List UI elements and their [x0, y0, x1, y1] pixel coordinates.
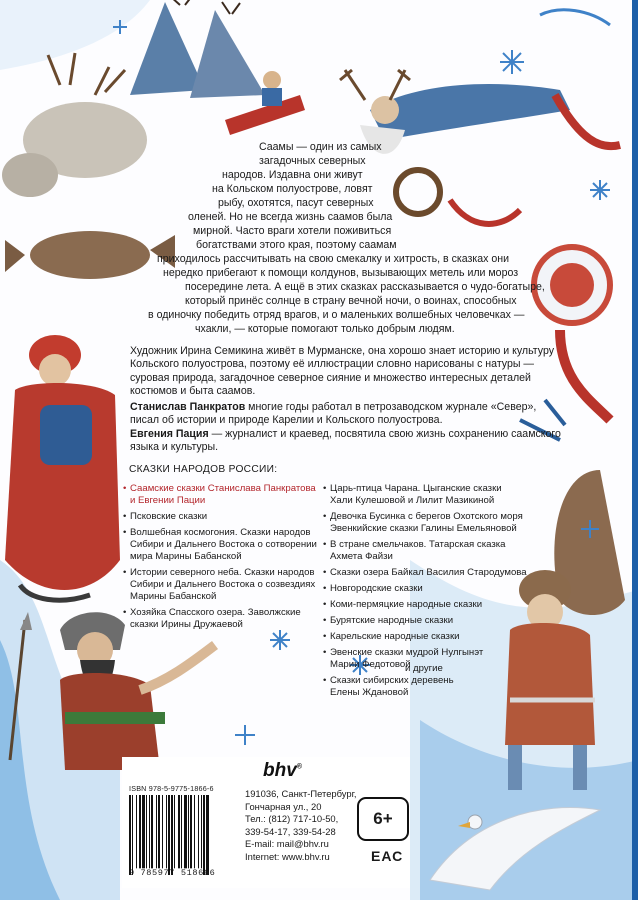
intro-line: посередине лета. А ещё в этих сказках рассказывается о чудо-богатыре, [185, 281, 545, 293]
publisher-address: 191036, Санкт-Петербург, Гончарная ул., 20 Тел.: (812) 717-10-50, 339-54-17, 339-54-28 E-mail: mail@bhv.ru Internet: www.bhv.ru [245, 788, 357, 862]
author-pankratov-paragraph: Станислав Панкратов многие годы работал в петрозаводском журнале «Север», писал об истории и природе Карелии и Кольского полуострова. [130, 401, 537, 427]
author-name: Станислав Панкратов [130, 401, 246, 413]
barcode-number: 9 785977 518666 [129, 868, 216, 878]
intro-line: богатствами этого края, поэтому саамам [196, 239, 397, 251]
intro-line: рыбу, охотятся, пасут северных [218, 197, 374, 209]
publisher-logo: bhv® [263, 760, 302, 781]
series-book-item: • Сказки сибирских деревень Елены Ждановой [323, 675, 527, 699]
isbn-label: ISBN 978-5-9775-1866-6 [129, 784, 214, 793]
barcode [129, 795, 233, 875]
series-title: СКАЗКИ НАРОДОВ РОССИИ: [129, 464, 278, 475]
series-book-item: • Истории северного неба. Сказки народов Сибири и Дальнего Востока о созвездиях Марины Бабанской [123, 567, 317, 603]
series-book-item: • Бурятские народные сказки [323, 615, 527, 627]
series-book-item: • Хозяйка Спасского озера. Заволжские сказки Ирины Дружаевой [123, 607, 317, 631]
intro-line: в одиночку победить отряд врагов, и о маленьких волшебных человечках — [148, 309, 525, 321]
series-book-item: • Саамские сказки Станислава Панкратова и Евгении Пации [123, 483, 317, 507]
intro-line: загадочных северных [259, 155, 366, 167]
series-book-item: • Эвенские сказки мудрой Нулгынэт Марии Федотовой [323, 647, 527, 671]
series-list-left [123, 483, 317, 635]
and-others-label: и другие [405, 663, 443, 674]
intro-line: нередко прибегают к помощи колдунов, вызывающих метель или мороз [163, 267, 519, 279]
eac-mark: ЕАС [371, 848, 404, 864]
series-book-item: • Псковские сказки [123, 511, 317, 523]
intro-line: чхакли, — которые помогают только добрым людям. [195, 323, 455, 335]
series-book-item: • Девочка Бусинка с берегов Охотского моря Эвенкийские сказки Галины Емельяновой [323, 511, 527, 535]
intro-line: оленей. Но не всегда жизнь саамов была [188, 211, 393, 223]
intro-line: приходилось рассчитывать на свою смекалку и хитрость, в сказках они [157, 253, 510, 265]
age-rating-badge: 6+ [357, 797, 409, 841]
series-book-item: • Коми-пермяцкие народные сказки [323, 599, 527, 611]
series-book-item: • Новгородские сказки [323, 583, 527, 595]
intro-line: Саамы — один из самых [259, 141, 382, 153]
series-book-item: • Карельские народные сказки [323, 631, 527, 643]
intro-line: мирной. Часто враги хотели поживиться [193, 225, 392, 237]
intro-line: который принёс солнце в страну вечной ночи, о воинах, способных [185, 295, 517, 307]
illustrator-paragraph: Художник Ирина Семикина живёт в Мурманске, она хорошо знает историю и культуру Кольского полуострова, поэтому её иллюстрации словно нарисованы с натуры — суровая природа, загадочное северное сияние и множество интересных деталей костюмов и быта саамов. [130, 345, 555, 398]
book-spine-edge [632, 0, 638, 900]
intro-line: на Кольском полуострове, ловят [212, 183, 373, 195]
series-book-item: • В стране смельчаков. Татарская сказка Ахмета Файзи [323, 539, 527, 563]
author-name: Евгения Пация [130, 428, 209, 440]
series-book-item: • Волшебная космогония. Сказки народов Сибири и Дальнего Востока о сотворении мира Марины Бабанской [123, 527, 317, 563]
series-book-item: • Царь-птица Чарана. Цыганские сказки Хали Кулешовой и Лилит Мазикиной [323, 483, 527, 507]
author-patsiya-paragraph: Евгения Пация — журналист и краевед, посвятила свою жизнь сохранению саамского языка и культуры. [130, 428, 561, 454]
intro-line: народов. Издавна они живут [222, 169, 363, 181]
series-book-item: • Сказки озера Байкал Василия Стародумова [323, 567, 527, 579]
